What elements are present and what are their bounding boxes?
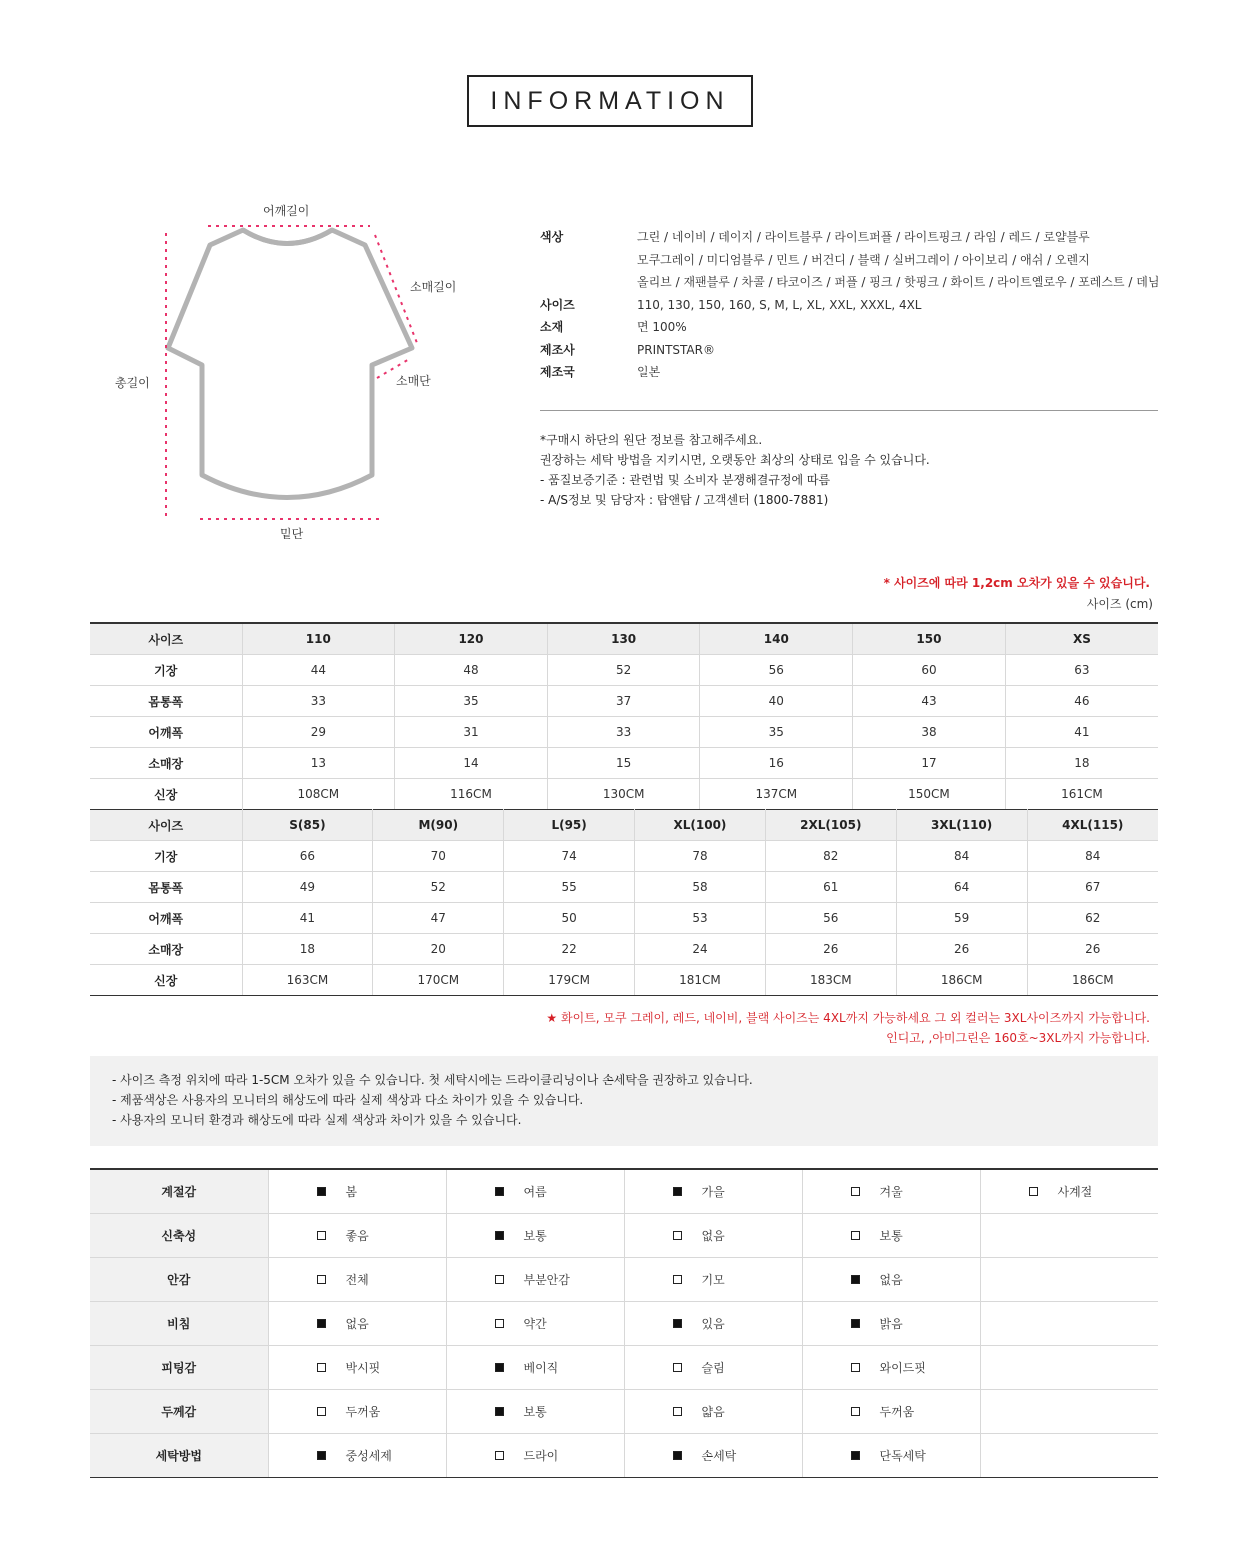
measurement-notes [90,1056,1158,1146]
feature-row [90,1434,1158,1478]
feature-option [269,1447,446,1464]
checked-square-icon [317,1451,326,1460]
feature-cell [624,1434,802,1478]
feature-row [90,1302,1158,1346]
table-header-row: 사이즈 110 120 130 140 150 XS [90,623,1158,655]
feature-option [803,1227,980,1244]
tshirt-measure-diagram [100,195,480,555]
feature-option-label: 밝음 [879,1317,903,1331]
note-line: - 제품색상은 사용자의 모니터의 해상도에 따라 실제 색상과 다소 차이가 있을 수 있습니다. [112,1093,584,1107]
feature-cell [802,1214,980,1258]
feature-option [447,1315,624,1332]
feature-option [447,1447,624,1464]
feature-option-label: 없음 [701,1229,725,1243]
table-row: 기장 44 48 52 56 60 63 [90,655,1158,686]
empty-square-icon [851,1363,860,1372]
feature-option-label: 여름 [523,1185,547,1199]
feature-cell [624,1302,802,1346]
divider [540,410,1158,411]
feature-option-label: 보통 [523,1229,547,1243]
feature-option-label: 중성세제 [345,1449,392,1463]
feature-cell [268,1258,446,1302]
page-title: INFORMATION [467,75,753,127]
feature-row [90,1214,1158,1258]
feature-cell [446,1390,624,1434]
purchase-notes [540,430,930,510]
feature-option-label: 가을 [701,1185,725,1199]
feature-option [625,1271,802,1288]
feature-option-label: 겨울 [879,1185,903,1199]
feature-option [447,1183,624,1200]
product-info [540,226,1240,384]
table-row: 어깨폭 29 31 33 35 38 41 [90,717,1158,748]
feature-option [269,1271,446,1288]
feature-row [90,1390,1158,1434]
feature-option [803,1183,980,1200]
empty-square-icon [495,1451,504,1460]
table-row: 어깨폭 41 47 50 53 56 59 62 [90,903,1158,934]
feature-cell [446,1434,624,1478]
feature-cell [446,1302,624,1346]
feature-cell [980,1390,1158,1434]
feature-cell [802,1346,980,1390]
feature-cell [624,1214,802,1258]
fabric-feature-table [90,1168,1158,1478]
feature-option [269,1183,446,1200]
checked-square-icon [851,1275,860,1284]
checked-square-icon [851,1319,860,1328]
feature-option-label: 좋음 [345,1229,369,1243]
feature-option [625,1227,802,1244]
note-line: 권장하는 세탁 방법을 지키시면, 오랫동안 최상의 상태로 입을 수 있습니다. [540,453,930,467]
feature-option [625,1315,802,1332]
feature-option [447,1271,624,1288]
feature-cell [624,1169,802,1214]
checked-square-icon [673,1319,682,1328]
feature-cell [268,1214,446,1258]
feature-option [803,1403,980,1420]
feature-option-label: 손세탁 [701,1449,737,1463]
feature-label: 안감 [90,1258,268,1302]
feature-cell [446,1214,624,1258]
feature-option-label: 봄 [345,1185,358,1199]
feature-option [981,1183,1159,1200]
feature-option-label: 보통 [879,1229,903,1243]
feature-cell [980,1434,1158,1478]
empty-square-icon [673,1363,682,1372]
feature-cell [980,1258,1158,1302]
feature-cell [980,1214,1158,1258]
feature-row [90,1169,1158,1214]
table-row: 소매장 13 14 15 16 17 18 [90,748,1158,779]
feature-option-label: 사계절 [1057,1185,1093,1199]
hem-label: 밑단 [280,527,304,541]
feature-option-label: 얇음 [701,1405,725,1419]
feature-cell [980,1169,1158,1214]
feature-option-label: 약간 [523,1317,547,1331]
checked-square-icon [495,1363,504,1372]
feature-option [447,1403,624,1420]
info-row-color-3: 올리브 / 재팬블루 / 차콜 / 타코이즈 / 퍼플 / 핑크 / 핫핑크 / 화이트 / 라이트옐로우 / 포레스트 / 데님 [637,275,1160,289]
empty-square-icon [673,1231,682,1240]
table-row: 몸통폭 49 52 55 58 61 64 67 [90,872,1158,903]
info-row-manufacturer: 제조사 PRINTSTAR® [540,342,715,357]
shoulder-length-label: 어깨길이 [263,204,310,218]
feature-option [803,1359,980,1376]
note-line: *구매시 하단의 원단 정보를 참고해주세요. [540,433,763,447]
feature-option [803,1271,980,1288]
empty-square-icon [317,1231,326,1240]
feature-cell [802,1302,980,1346]
info-row-material: 소재 면 100% [540,320,687,334]
star-icon: ★ [546,1011,558,1025]
table-row: 신장 108CM 116CM 130CM 137CM 150CM 161CM [90,779,1158,810]
feature-option-label: 보통 [523,1405,547,1419]
feature-option [269,1359,446,1376]
note-line: - 사용자의 모니터 환경과 해상도에 따라 실제 색상과 차이가 있을 수 있습니다. [112,1113,522,1127]
empty-square-icon [673,1407,682,1416]
feature-cell [268,1346,446,1390]
table-row: 몸통폭 33 35 37 40 43 46 [90,686,1158,717]
checked-square-icon [851,1451,860,1460]
empty-square-icon [851,1231,860,1240]
feature-label: 피팅감 [90,1346,268,1390]
empty-square-icon [851,1187,860,1196]
note-line: - 품질보증기준 : 관련법 및 소비자 분쟁해결규정에 따름 [540,473,831,487]
checked-square-icon [317,1319,326,1328]
feature-option [803,1447,980,1464]
feature-option-label: 두꺼움 [879,1405,915,1419]
note-line: - 사이즈 측정 위치에 따라 1-5CM 오차가 있을 수 있습니다. 첫 세탁시에는 드라이클리닝이나 손세탁을 권장하고 있습니다. [112,1073,753,1087]
checked-square-icon [673,1187,682,1196]
feature-option-label: 단독세탁 [879,1449,926,1463]
feature-option [803,1315,980,1332]
empty-square-icon [1029,1187,1038,1196]
feature-label: 두께감 [90,1390,268,1434]
info-row-sizes: 사이즈 110, 130, 150, 160, S, M, L, XL, XXL, XXXL, 4XL [540,297,922,312]
feature-option-label: 기모 [701,1273,725,1287]
feature-cell [802,1169,980,1214]
feature-cell [446,1169,624,1214]
feature-option [625,1183,802,1200]
empty-square-icon [317,1363,326,1372]
empty-square-icon [851,1407,860,1416]
empty-square-icon [317,1275,326,1284]
note-line: - A/S정보 및 담당자 : 탑앤탑 / 고객센터 (1800-7881) [540,493,829,507]
checked-square-icon [495,1407,504,1416]
feature-cell [624,1258,802,1302]
feature-cell [980,1302,1158,1346]
feature-cell [268,1434,446,1478]
feature-option [269,1403,446,1420]
feature-cell [802,1390,980,1434]
feature-option-label: 부분안감 [523,1273,570,1287]
feature-option [447,1359,624,1376]
table-row: 소매장 18 20 22 24 26 26 26 [90,934,1158,965]
checked-square-icon [495,1231,504,1240]
empty-square-icon [495,1275,504,1284]
table-header-row: 사이즈 S(85) M(90) L(95) XL(100) 2XL(105) 3XL(110) 4XL(115) [90,810,1158,841]
feature-option-label: 전체 [345,1273,369,1287]
table-row: 기장 66 70 74 78 82 84 84 [90,841,1158,872]
info-row-color-1: 색상 그린 / 네이비 / 데이지 / 라이트블루 / 라이트퍼플 / 라이트핑크 / 라임 / 레드 / 로얄블루 [540,230,1090,244]
feature-option-label: 있음 [701,1317,725,1331]
feature-label: 신축성 [90,1214,268,1258]
feature-cell [268,1169,446,1214]
size-error-note: * 사이즈에 따라 1,2cm 오차가 있을 수 있습니다. [883,576,1150,590]
feature-label: 비침 [90,1302,268,1346]
feature-option-label: 베이직 [523,1361,559,1375]
checked-square-icon [673,1451,682,1460]
feature-option [625,1447,802,1464]
feature-cell [268,1302,446,1346]
size-table-adult [90,809,1158,996]
feature-row [90,1346,1158,1390]
feature-cell [446,1258,624,1302]
cuff-label: 소매단 [396,374,431,388]
availability-note: ★ 화이트, 모쿠 그레이, 레드, 네이비, 블랙 사이즈는 4XL까지 가능하세요 그 외 컬러는 3XL사이즈까지 가능합니다. 인디고, ,아미그린은 160호~3XL까지 가능합니다. [546,1011,1150,1045]
table-row: 신장 163CM 170CM 179CM 181CM 183CM 186CM 186CM [90,965,1158,996]
feature-cell [802,1258,980,1302]
feature-option-label: 없음 [345,1317,369,1331]
empty-square-icon [673,1275,682,1284]
info-row-country: 제조국 일본 [540,365,661,379]
feature-option [447,1227,624,1244]
checked-square-icon [495,1187,504,1196]
empty-square-icon [495,1319,504,1328]
feature-option [269,1315,446,1332]
size-unit-note: 사이즈 (cm) [1086,597,1153,611]
feature-option-label: 와이드핏 [879,1361,926,1375]
feature-option-label: 슬림 [701,1361,725,1375]
feature-cell [980,1346,1158,1390]
feature-option [625,1359,802,1376]
feature-option-label: 없음 [879,1273,903,1287]
total-length-label: 총길이 [115,376,150,390]
feature-row [90,1258,1158,1302]
feature-option-label: 드라이 [523,1449,559,1463]
feature-option [625,1403,802,1420]
feature-cell [802,1434,980,1478]
sleeve-length-label: 소매길이 [410,280,457,294]
empty-square-icon [317,1407,326,1416]
feature-label: 계절감 [90,1169,268,1214]
feature-cell [624,1346,802,1390]
feature-option-label: 두꺼움 [345,1405,381,1419]
feature-option [269,1227,446,1244]
feature-label: 세탁방법 [90,1434,268,1478]
size-table-kids [90,622,1158,810]
info-row-color-2: 모쿠그레이 / 미디엄블루 / 민트 / 버건디 / 블랙 / 실버그레이 / 아이보리 / 애쉬 / 오렌지 [637,252,1090,267]
feature-cell [624,1390,802,1434]
feature-cell [268,1390,446,1434]
checked-square-icon [317,1187,326,1196]
feature-cell [446,1346,624,1390]
feature-option-label: 박시핏 [345,1361,381,1375]
